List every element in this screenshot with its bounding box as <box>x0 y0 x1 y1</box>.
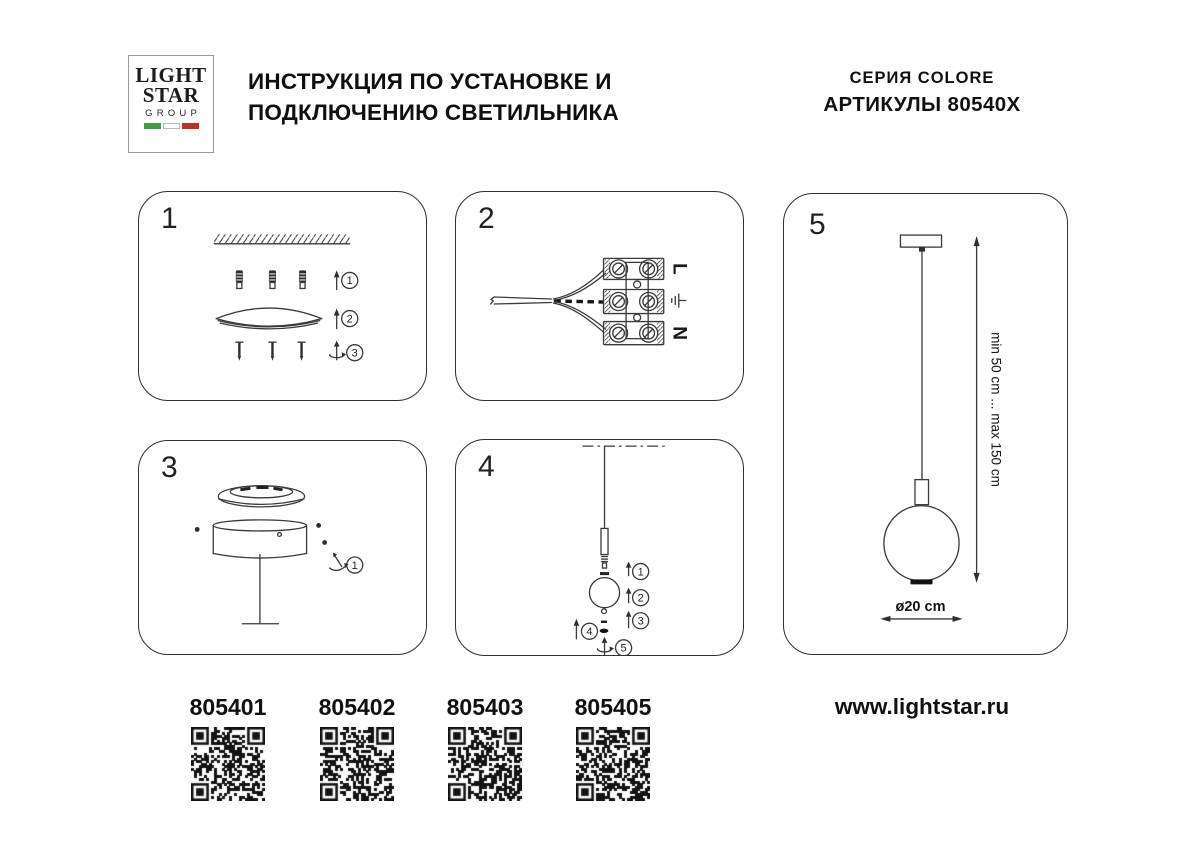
rotate-icon <box>597 637 614 655</box>
qr-code <box>191 727 265 801</box>
circled-annotation <box>342 311 358 327</box>
screw-icon <box>236 342 243 361</box>
terminal-screw-icon <box>640 292 658 310</box>
terminal-screw-icon <box>610 260 628 278</box>
step-5-panel <box>783 193 1068 655</box>
arrow-up-icon <box>574 619 580 639</box>
article-code: 805402 <box>318 694 396 720</box>
flag-red-stripe <box>182 123 199 129</box>
terminal-screw-icon <box>640 324 658 342</box>
series-label: СЕРИЯ COLORE <box>849 69 995 87</box>
circled-annotation <box>342 272 358 288</box>
terminal-screw-icon <box>640 260 658 278</box>
logo-word-light: LIGHT <box>135 63 207 87</box>
small-nut <box>602 609 607 614</box>
svg-text:2: 2 <box>346 313 353 326</box>
terminal-screw-icon <box>610 292 628 310</box>
terminal-label-neutral: N <box>668 326 690 341</box>
circled-annotation <box>581 623 597 639</box>
svg-text:3: 3 <box>351 347 358 360</box>
circled-annotation <box>633 564 649 580</box>
circled-annotation <box>347 557 363 573</box>
dowel-anchor-icon <box>299 270 306 288</box>
step-1-number: 1 <box>161 202 178 235</box>
step-1-panel <box>138 191 427 401</box>
page-title <box>248 66 619 128</box>
wire-neutral <box>553 302 605 333</box>
ceiling-box-drum <box>213 520 306 558</box>
mains-cable <box>491 297 552 304</box>
article-code: 805405 <box>574 694 652 720</box>
title-line-1: ИНСТРУКЦИЯ ПО УСТАНОВКЕ И <box>248 69 612 94</box>
svg-text:2: 2 <box>637 592 644 605</box>
step-5-number: 5 <box>809 208 826 241</box>
step-3-panel <box>138 440 427 655</box>
ceiling-canopy <box>218 486 304 507</box>
height-range-label: min 50 cm ... max 150 cm <box>988 332 1004 487</box>
qr-code <box>448 727 522 801</box>
screwdriver-rotate-icon <box>330 553 349 571</box>
ceiling-hatch <box>214 234 349 244</box>
step-4-panel <box>455 439 744 656</box>
lightstar-logo <box>128 55 214 153</box>
terminal-block <box>604 258 664 344</box>
article-code: 805401 <box>189 694 267 720</box>
screw-dot-icon <box>278 533 282 537</box>
terminal-screw-icon <box>610 324 628 342</box>
glass-sphere <box>589 578 619 608</box>
screw-dot-icon <box>322 540 327 545</box>
screw-dot-icon <box>316 523 321 528</box>
step-2-number: 2 <box>478 202 495 235</box>
step-4-diagram <box>456 440 743 655</box>
articles-label: АРТИКУЛЫ 80540X <box>823 93 1021 116</box>
circled-annotation <box>616 640 632 655</box>
title-line-2: ПОДКЛЮЧЕНИЮ СВЕТИЛЬНИКА <box>248 100 619 125</box>
qr-code <box>320 727 394 801</box>
screw-icon <box>298 342 305 361</box>
arrow-up-icon <box>626 611 632 628</box>
arrow-up-icon <box>334 309 340 329</box>
step-2-panel <box>455 191 744 401</box>
step-2-diagram <box>456 192 743 400</box>
svg-text:1: 1 <box>351 559 358 572</box>
svg-text:5: 5 <box>620 642 627 655</box>
step-3-number: 3 <box>161 451 178 484</box>
dowel-anchor-icon <box>236 270 243 288</box>
svg-text:3: 3 <box>637 615 644 628</box>
svg-text:1: 1 <box>637 566 644 579</box>
screw-icon <box>269 342 276 361</box>
arrow-up-icon <box>626 562 632 576</box>
wire-live <box>553 270 605 301</box>
pendant-lamp <box>884 235 959 584</box>
step-4-number: 4 <box>478 450 495 483</box>
cap-nut <box>600 629 609 633</box>
italian-flag-icon <box>129 123 213 129</box>
screw-dot-icon <box>195 527 200 532</box>
wire-earth <box>554 301 603 302</box>
screwdriver-rotate-icon <box>330 341 347 360</box>
circled-annotation <box>347 345 363 361</box>
logo-word-star: STAR <box>142 83 200 107</box>
earth-ground-icon <box>672 294 686 307</box>
website-url: www.lightstar.ru <box>834 694 1010 719</box>
step-5-diagram <box>784 194 1067 654</box>
diameter-dimension-arrow <box>880 616 962 622</box>
article-code: 805403 <box>446 694 524 720</box>
arrow-up-icon <box>334 270 340 289</box>
suspension-rod <box>242 555 278 624</box>
svg-text:4: 4 <box>586 626 593 639</box>
step-1-diagram <box>139 192 426 400</box>
dowel-anchor-icon <box>269 270 276 288</box>
cord-tube <box>601 528 608 568</box>
flag-green-stripe <box>144 123 161 129</box>
circled-annotation <box>633 590 649 606</box>
qr-code <box>576 727 650 801</box>
mounting-plate <box>216 308 321 329</box>
diameter-label: ø20 cm <box>895 598 946 615</box>
logo-word-group: GROUP <box>145 108 202 119</box>
terminal-label-live: L <box>668 263 690 275</box>
arrow-up-icon <box>626 588 632 603</box>
circled-annotation <box>633 613 649 629</box>
step-3-diagram <box>139 441 426 654</box>
flag-white-stripe <box>163 123 180 129</box>
svg-text:1: 1 <box>346 275 353 288</box>
height-dimension-arrow <box>974 236 980 583</box>
